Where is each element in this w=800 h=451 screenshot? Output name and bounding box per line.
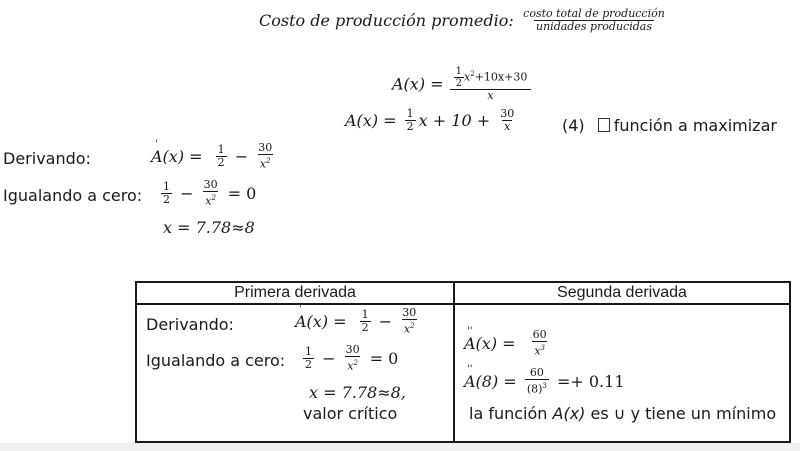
igualando-f2-num: 30 [203, 178, 218, 191]
eq1-numerator [452, 66, 530, 89]
c2-f-den: $x^3$ [532, 341, 547, 358]
c2-conclusion [469, 404, 776, 423]
table-header-first-derivative: Primera derivada [136, 282, 454, 304]
derivando-f2-num: 30 [258, 141, 273, 154]
c1-f1-den: 2 [361, 320, 369, 334]
derivando-f2-den: $x^2$ [258, 154, 273, 171]
eq1-num-exp: 2 [470, 69, 475, 78]
c1-lhs: A(x) = ' [295, 312, 347, 331]
header-formula [259, 8, 670, 33]
c1-if2-den: $x^2$ [345, 356, 360, 373]
c1-f1-num: 1 [361, 307, 369, 321]
eq1-num-frac-den: 2 [455, 78, 463, 89]
derivando-lhs: A(x) = ' [151, 147, 203, 166]
eq1-denominator: x [450, 89, 532, 102]
c2-eval-rhs: =+ 0.11 [556, 371, 625, 391]
checkbox-icon [598, 118, 610, 132]
c1-igual-label: Igualando a cero: [146, 351, 286, 370]
bottom-edge-shade [0, 443, 800, 451]
c2-f-exp: 3 [540, 344, 545, 352]
derivatives-table [135, 281, 791, 443]
derivando-f1-den: 2 [217, 155, 225, 169]
c2-e-exp: 3 [542, 382, 547, 390]
eq2-f2-den: x [504, 120, 511, 133]
igualando-f1-den: 2 [163, 192, 170, 206]
eq2-annotation [562, 116, 777, 135]
c2-evaluation [464, 367, 625, 396]
c1-if2-num: 30 [345, 343, 360, 356]
header-title: Costo de producción promedio: [259, 11, 514, 30]
igualando-result: x = 7.78≈8 [163, 218, 255, 237]
c1-deriv-equation [295, 307, 421, 336]
eq2-f1-num: 1 [406, 107, 414, 120]
c1-igual-equation [300, 344, 398, 373]
c2-conclusion-post: es ∪ y tiene un mínimo [590, 404, 777, 423]
c1-f2-den: $x^2$ [402, 319, 417, 336]
eq1-num-x: x [464, 70, 471, 84]
header-denominator: unidades producidas [536, 20, 652, 33]
eq2-lhs: A(x) = [345, 111, 397, 130]
equation-tag: (4) [562, 116, 585, 135]
c1-if1-den: 2 [305, 357, 312, 371]
igualando-rhs: = 0 [227, 183, 257, 203]
igualando-minus: − [180, 183, 194, 203]
derivando-equation [151, 142, 277, 171]
igualando-label: Igualando a cero: [3, 186, 143, 205]
c1-f2-num: 30 [402, 306, 417, 319]
eq1-fraction [452, 66, 530, 102]
igualando-f1-num: 1 [163, 179, 170, 193]
c2-e-num: 60 [529, 366, 544, 379]
table-header-second-derivative: Segunda derivada [454, 282, 790, 304]
igualando-equation [158, 179, 256, 208]
eq1-num-tail: +10x+30 [474, 70, 528, 84]
header-fraction [521, 8, 667, 33]
derivando-minus: − [234, 146, 249, 166]
c1-if1-num: 1 [305, 344, 312, 358]
equation-simplified [345, 108, 519, 133]
igualando-f2-exp: 2 [211, 194, 216, 202]
c1-f2-exp: 2 [410, 322, 415, 330]
c2-e-den: $(8)^3$ [525, 379, 549, 396]
header-numerator: costo total de producción [523, 7, 665, 20]
igualando-f2-den: $x^2$ [203, 191, 218, 208]
c1-result: x = 7.78≈8, [309, 383, 406, 402]
eq2-f2-num: 30 [500, 107, 515, 120]
c1-deriv-label: Derivando: [146, 315, 234, 334]
c1-critical-label: valor crítico [303, 404, 398, 423]
eq2-f1-den: 2 [406, 120, 414, 133]
derivando-label: Derivando: [3, 149, 91, 168]
c2-conclusion-pre: la función [469, 404, 548, 423]
eq2-note: función a maximizar [613, 116, 777, 135]
eq2-mid: x + 10 + [418, 111, 491, 130]
c2-eval-lhs: A(8) = '' [464, 372, 517, 391]
eq1-num-frac-num: 1 [455, 66, 463, 77]
c1-iminus: − [322, 348, 336, 368]
table-cell-second-derivative [454, 304, 790, 442]
c1-minus: − [378, 311, 393, 331]
table-cell-first-derivative [136, 304, 454, 442]
c1-if2-exp: 2 [353, 359, 358, 367]
equation-average-cost [392, 66, 532, 102]
derivando-f2-exp: 2 [266, 157, 271, 165]
c2-lhs: A(x) = '' [464, 334, 516, 353]
c2-f-num: 60 [532, 328, 547, 341]
derivando-f1-num: 1 [217, 142, 225, 156]
c2-conclusion-function: A(x) [552, 404, 586, 423]
eq1-lhs: A(x) = [392, 74, 444, 94]
c1-irhs: = 0 [369, 348, 399, 368]
c2-second-derivative [464, 329, 552, 358]
